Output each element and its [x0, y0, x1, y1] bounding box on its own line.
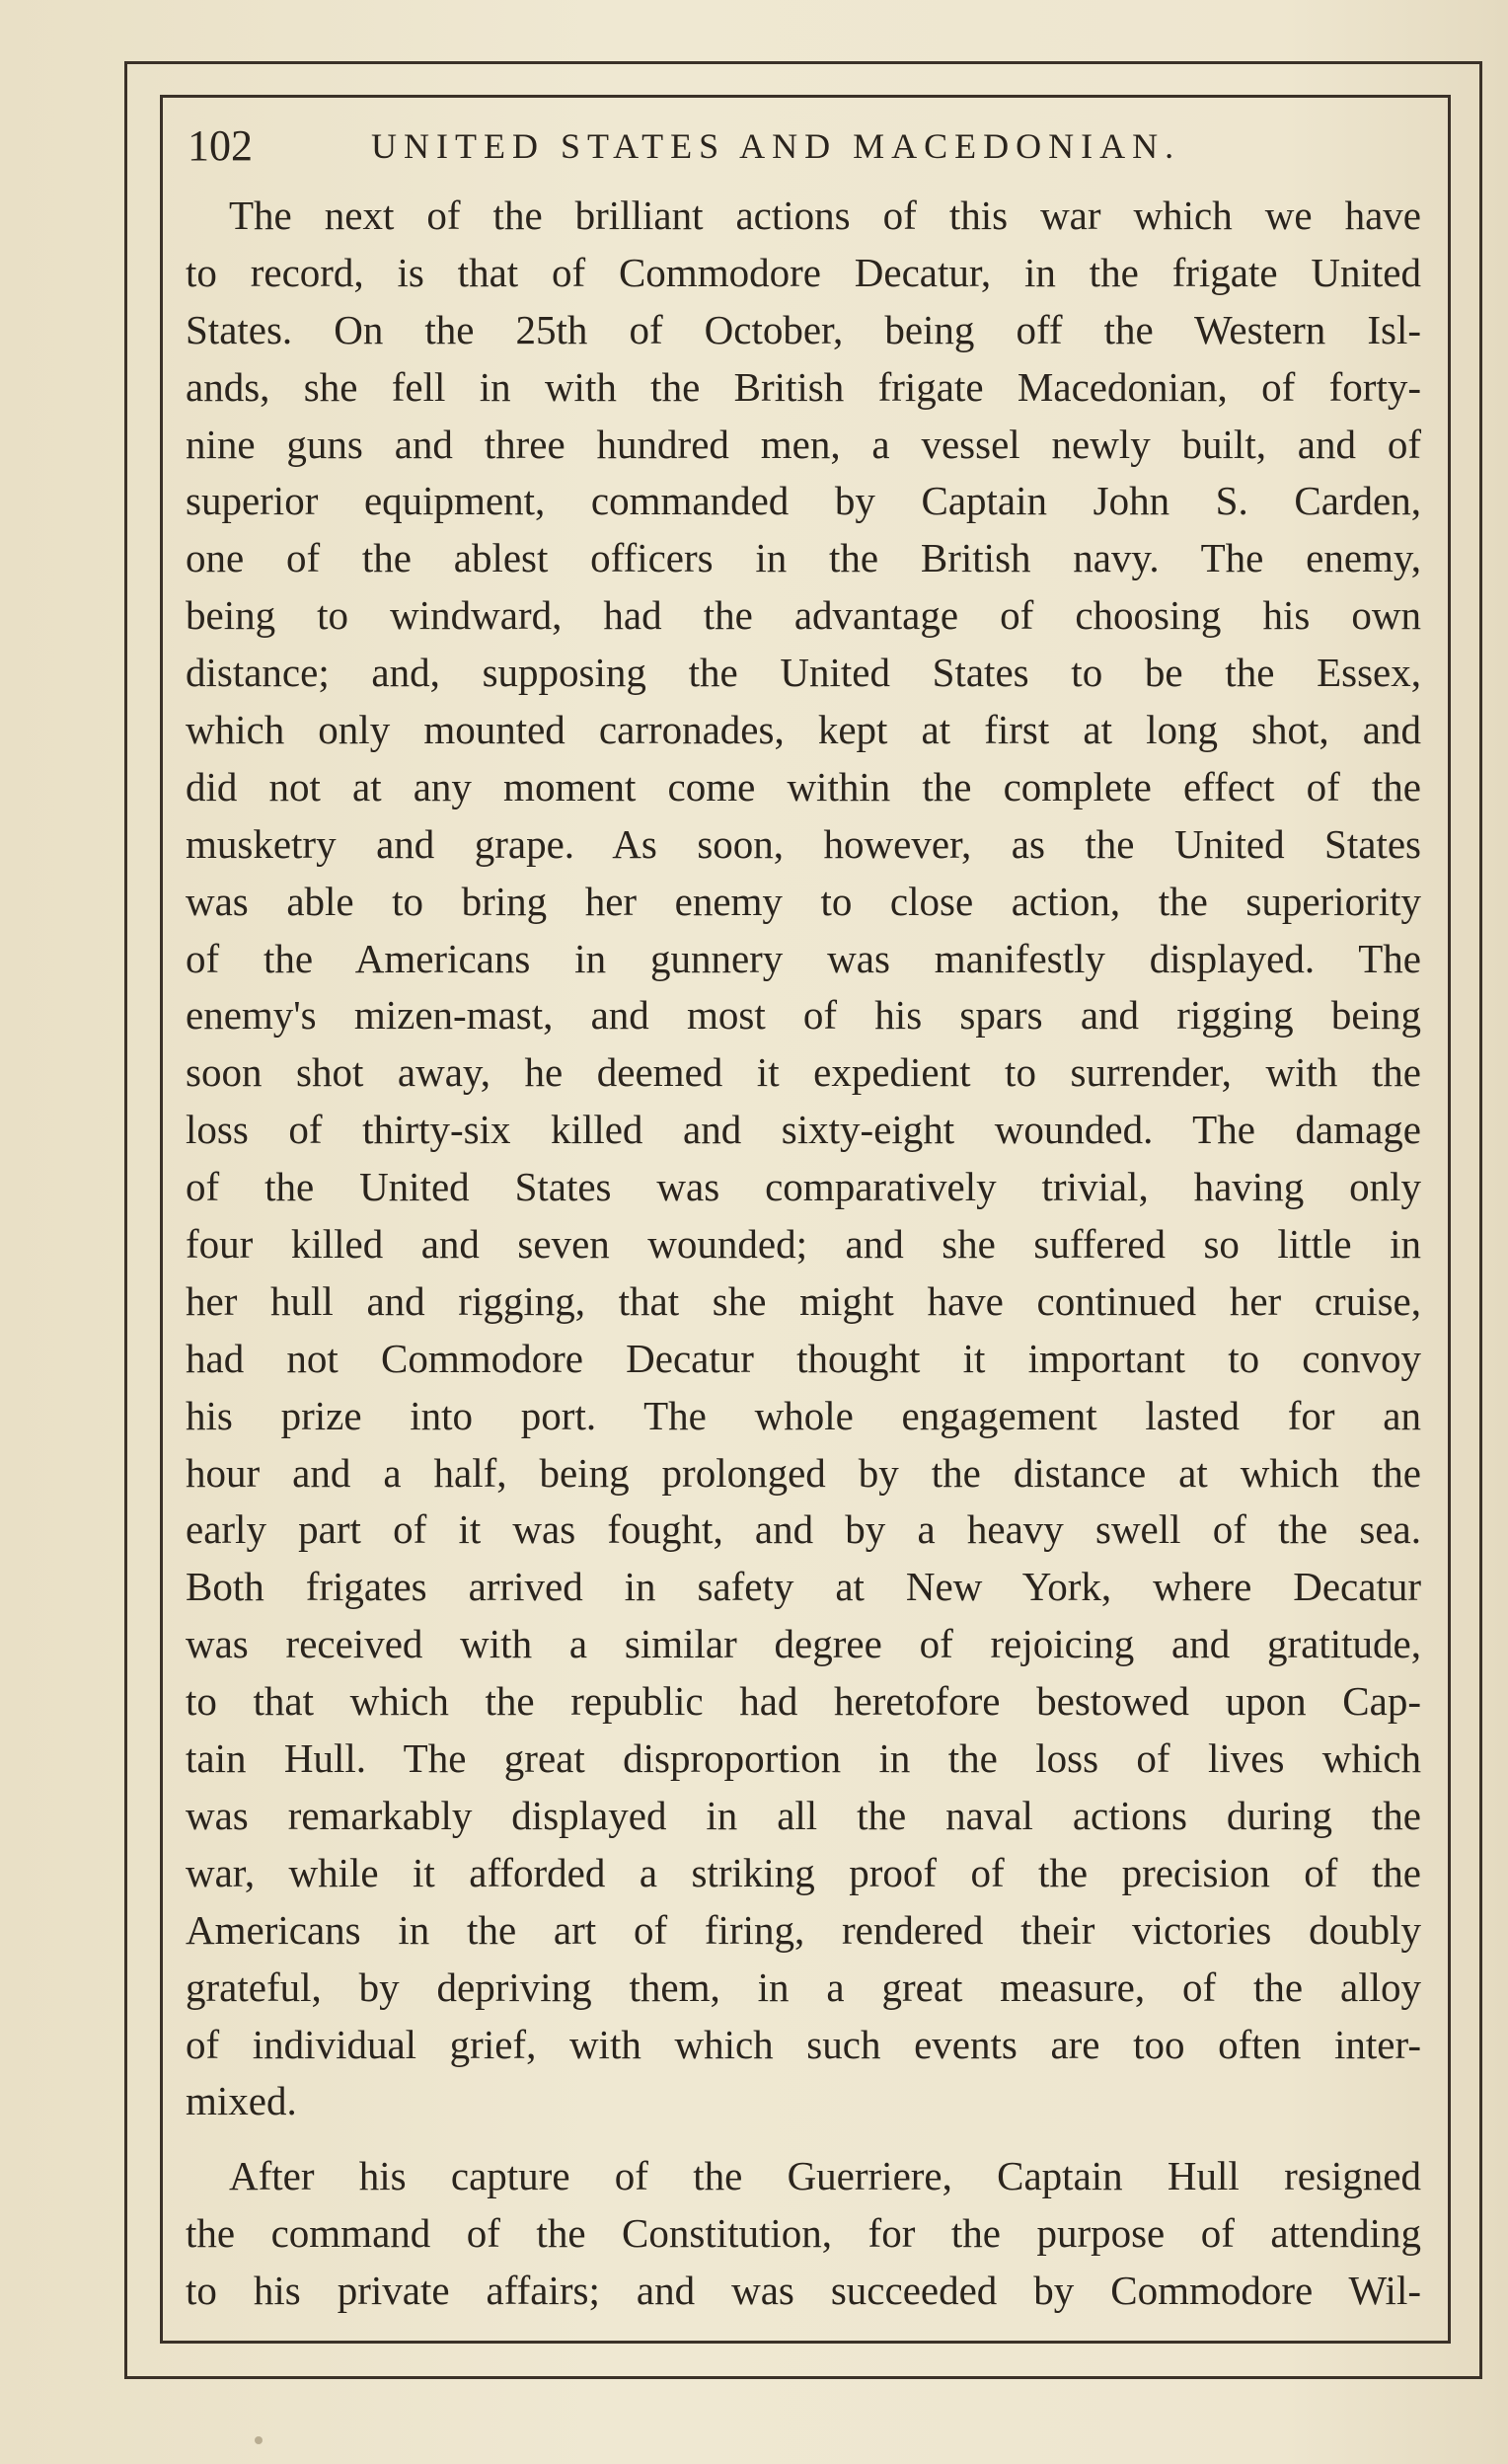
paper-speck	[255, 2436, 263, 2444]
text-line: Both frigates arrived in safety at New York, where Decatur	[186, 1564, 1421, 1610]
text-line: four killed and seven wounded; and she suffered so little in	[186, 1221, 1421, 1268]
running-head: UNITED STATES AND MACEDONIAN.	[371, 126, 1181, 166]
text-line: the command of the Constitution, for the purpose of attending	[186, 2210, 1421, 2257]
text-line: After his capture of the Guerriere, Captain Hull resigned	[229, 2153, 1421, 2199]
text-line: The next of the brilliant actions of this war which we have	[229, 192, 1421, 238]
text-line: of the Americans in gunnery was manifestly displayed. The	[186, 935, 1421, 981]
text-line: had not Commodore Decatur thought it important to convoy	[186, 1335, 1421, 1381]
text-line: tain Hull. The great disproportion in the loss of lives which	[186, 1735, 1421, 1782]
text-line: of individual grief, with which such events are too often inter-	[186, 2021, 1421, 2067]
body-text	[186, 188, 1421, 2320]
text-line: to his private affairs; and was succeeded by Commodore Wil-	[186, 2268, 1421, 2314]
text-line: hour and a half, being prolonged by the distance at which the	[186, 1449, 1421, 1496]
text-line: did not at any moment come within the complete effect of the	[186, 763, 1421, 809]
text-line: which only mounted carronades, kept at first at long shot, and	[186, 707, 1421, 753]
text-line: his prize into port. The whole engagement lasted for an	[186, 1392, 1421, 1438]
text-line: to record, is that of Commodore Decatur, in the frigate United	[186, 249, 1421, 295]
text-line: soon shot away, he deemed it expedient to surrender, with the	[186, 1049, 1421, 1096]
text-line: States. On the 25th of October, being off the Western Isl-	[186, 306, 1421, 352]
text-line: to that which the republic had heretofore bestowed upon Cap-	[186, 1678, 1421, 1725]
text-line: grateful, by depriving them, in a great measure, of the alloy	[186, 1964, 1421, 2010]
text-line: ands, she fell in with the British frigate Macedonian, of forty-	[186, 363, 1421, 410]
text-line: was received with a similar degree of rejoicing and gratitude,	[186, 1621, 1421, 1667]
text-line: enemy's mizen-mast, and most of his spars and rigging being	[186, 992, 1421, 1039]
paragraph-gap	[186, 2130, 1421, 2148]
page-header	[188, 116, 1431, 176]
text-line: nine guns and three hundred men, a vessel newly built, and of	[186, 421, 1421, 467]
text-line: Americans in the art of firing, rendered their victories doubly	[186, 1906, 1421, 1953]
text-line: her hull and rigging, that she might have continued her cruise,	[186, 1277, 1421, 1324]
paragraph-hull	[186, 2148, 1421, 2320]
text-line: loss of thirty-six killed and sixty-eight wounded. The damage	[186, 1107, 1421, 1153]
text-line: early part of it was fought, and by a heavy swell of the sea.	[186, 1506, 1421, 1553]
text-line: superior equipment, commanded by Captain John S. Carden,	[186, 478, 1421, 524]
text-line: distance; and, supposing the United States to be the Essex,	[186, 650, 1421, 696]
text-line: was remarkably displayed in all the naval actions during the	[186, 1792, 1421, 1838]
text-line: musketry and grape. As soon, however, as the United States	[186, 820, 1421, 867]
text-line: was able to bring her enemy to close action, the superiority	[186, 878, 1421, 924]
text-line: one of the ablest officers in the British navy. The enemy,	[186, 535, 1421, 581]
page-number: 102	[188, 121, 253, 170]
paragraph-decatur	[186, 188, 1421, 2130]
text-line: being to windward, had the advantage of choosing his own	[186, 592, 1421, 639]
text-line: of the United States was comparatively trivial, having only	[186, 1164, 1421, 1210]
text-line: war, while it afforded a striking proof of the precision of the	[186, 1849, 1421, 1895]
text-line: mixed.	[186, 2078, 297, 2124]
